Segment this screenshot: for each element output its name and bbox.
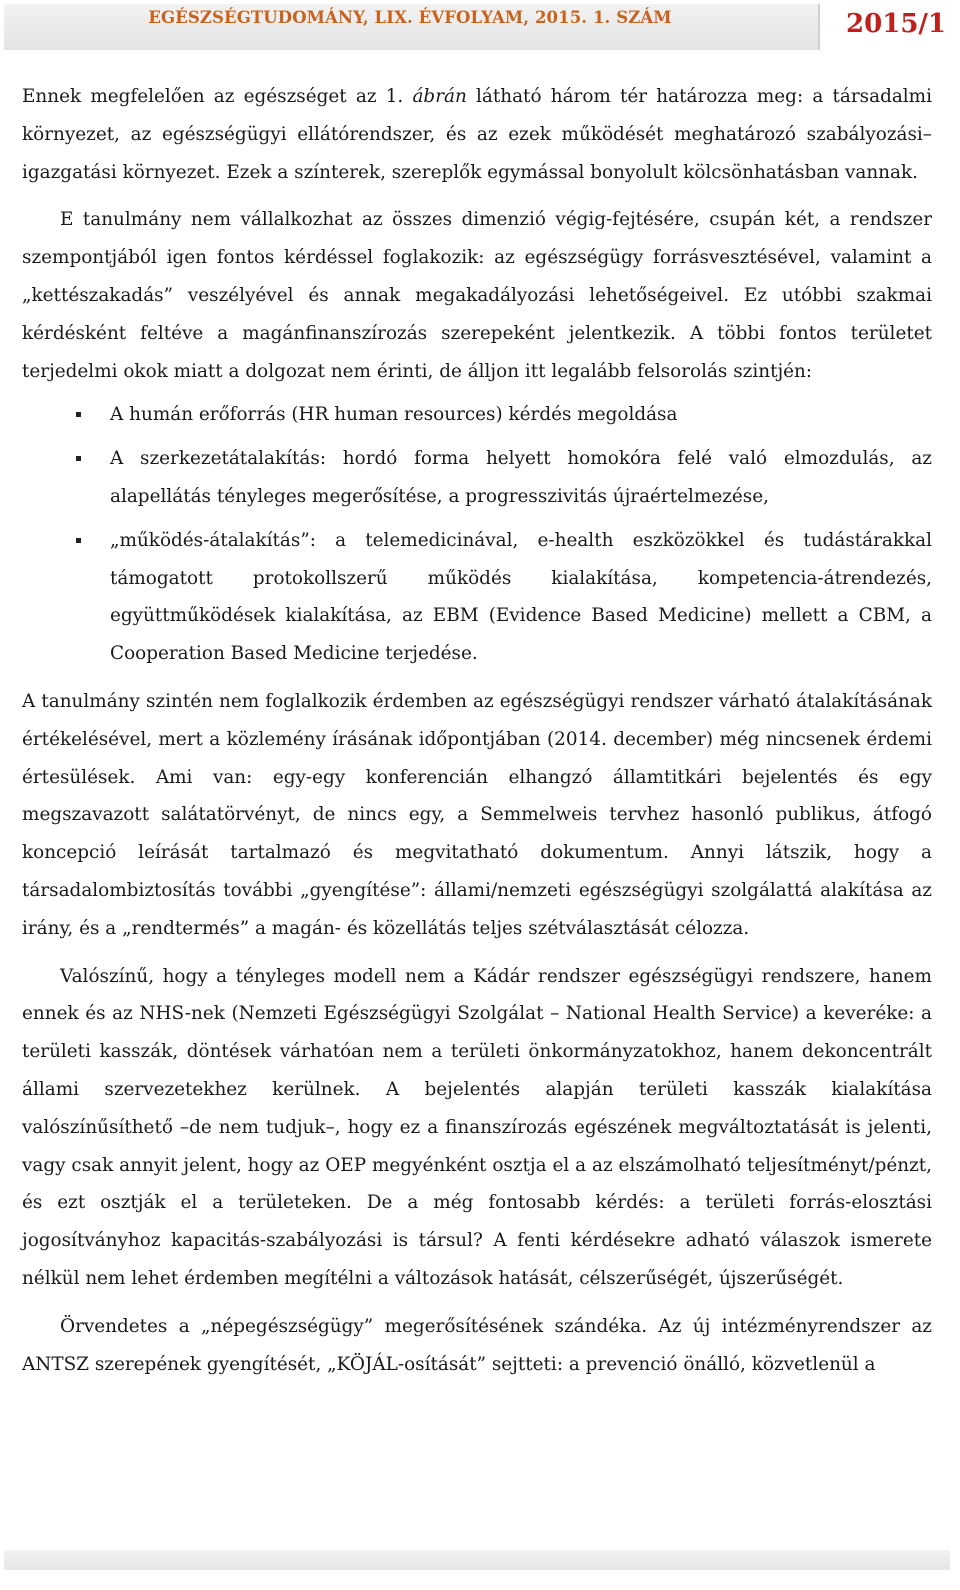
list-item-text: A szerkezetátalakítás: hordó forma helyett homokóra felé való elmozdulás, az alapellátás tényleges megerősítése, a progresszivitás újraértelmezése,	[110, 448, 932, 507]
list-item	[110, 440, 932, 516]
bullet-icon	[76, 538, 81, 543]
footer-band	[4, 1550, 950, 1570]
paragraph-1-text-b: látható három tér határozza meg: a társadalmi környezet, az egészségügyi ellátórendszer, és az ezek működését meghatározó szabályozási– igazgatási környezet. Ezek a színterek, szereplők egymással bonyolult kölcsönhatásban vannak.	[22, 86, 933, 183]
journal-title: EGÉSZSÉGTUDOMÁNY, LIX. ÉVFOLYAM, 2015. 1. SZÁM	[148, 8, 672, 27]
paragraph-5: Örvendetes a „népegészségügy” megerősítésének szándéka. Az új intézményrendszer az ANTSZ szerepének gyengítését, „KÖJÁL-osítását” sejtteti: a prevenció önálló, közvetlenül a	[22, 1315, 932, 1375]
figure-reference: ábrán	[412, 86, 467, 107]
paragraph-3: A tanulmány szintén nem foglalkozik érdemben az egészségügyi rendszer várható átalakításának értékelésével, mert a közlemény írásának időpontjában (2014. december) még nincsenek érdemi értesülések. Ami van: egy-egy konferencián elhangzó államtitkári bejelentés és egy megszavazott salátatörvényt, de nincs egy, a Semmelweis tervhez hasonló publikus, átfogó koncepció leírását tartalmazó és megvitatható dokumentum. Annyi látszik, hogy a társadalombiztosítás további „gyengítése”: állami/nemzeti egészségügyi szolgálattá alakítása az irány, és a „rendtermés” a magán- és közellátás teljes szétválasztását célozza.	[22, 690, 932, 939]
page-header	[0, 0, 960, 52]
topic-list	[22, 396, 932, 673]
paragraph-4: Valószínű, hogy a tényleges modell nem a Kádár rendszer egészségügyi rendszere, hanem ennek és az NHS-nek (Nemzeti Egészségügyi Szolgálat – National Health Service) a keveréke: a területi kasszák, döntések várhatóan nem a területi önkormányzatokhoz, hanem dekoncentrált állami szervezetekhez kerülnek. A bejelentés alapján területi kasszák kialakítása valószínűsíthető –de nem tudjuk–, hogy ez a finanszírozás egészének megváltoztatását is jelenti, vagy csak annyit jelent, hogy az OEP megyénként osztja el a az elszámolható teljesítményt/pénzt, és ezt osztják el a területeken. De a még fontosabb kérdés: a területi forrás-elosztási jogosítványhoz kapacitás-szabályozási is társul? A fenti kérdésekre adható válaszok ismerete nélkül nem lehet érdemben megítélni a változások hatását, célszerűségét, újszerűségét.	[22, 965, 932, 1289]
list-item-text: A humán erőforrás (HR human resources) kérdés megoldása	[110, 404, 678, 426]
paragraph-2: E tanulmány nem vállalkozhat az összes dimenzió végig-fejtésére, csupán két, a rendszer szempontjából igen fontos kérdéssel foglakozik: az egészségügy forrásvesztésével, valamint a „kettészakadás” veszélyével és annak megakadályozási lehetőségeivel. Ez utóbbi szakmai kérdésként feltéve a magánfinanszírozás szerepeként jelentkezik. A többi fontos területet terjedelmi okok miatt a dolgozat nem érinti, de álljon itt legalább felsorolás szintjén:	[22, 209, 932, 382]
bullet-icon	[76, 412, 81, 417]
list-item	[110, 396, 932, 434]
list-item	[110, 522, 932, 673]
paragraph-1-text-a: Ennek megfelelően az egészséget az 1.	[22, 86, 413, 107]
paragraph-1	[22, 78, 932, 191]
article-body	[22, 78, 932, 1383]
bullet-icon	[76, 456, 81, 461]
issue-number: 2015/1	[846, 9, 946, 39]
list-item-text: „működés-átalakítás”: a telemedicinával, e-health eszközökkel és tudástárakkal támogatott protokollszerű működés kialakítása, kompetencia-átrendezés, együttműködések kialakítása, az EBM (Evidence Based Medicine) mellett a CBM, a Cooperation Based Medicine terjedése.	[110, 529, 932, 665]
